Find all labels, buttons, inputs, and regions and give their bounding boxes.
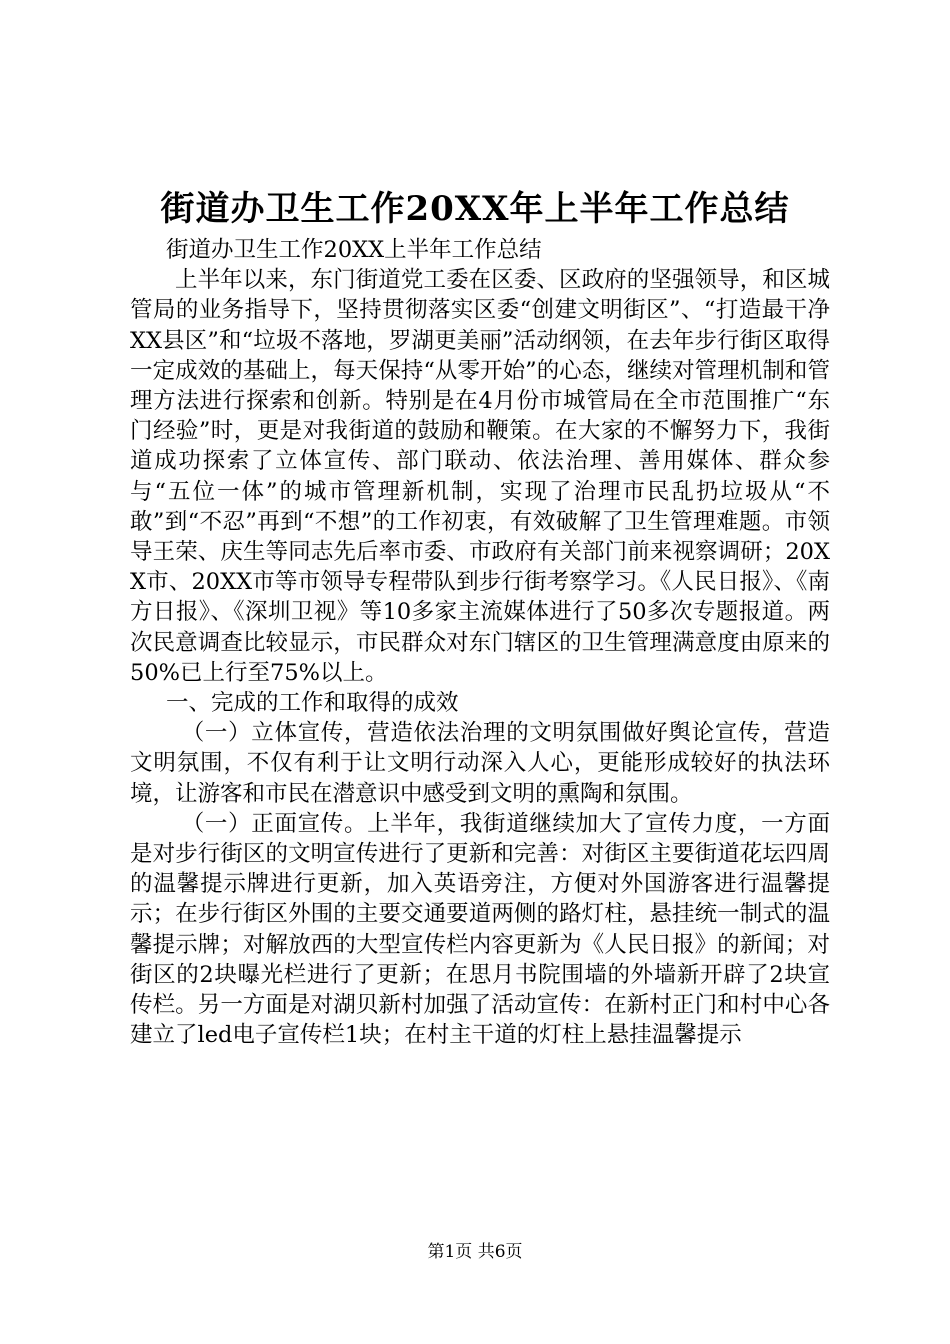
paragraph-intro: 上半年以来，东门街道党工委在区委、区政府的坚强领导，和区城管局的业务指导下，坚持贯彻落实区委“创建文明街区”、“打造最干净XX县区”和“垃圾不落地，罗湖更美丽”活动纲领，在去年步行街区取得一定成效的基础上，每天保持“从零开始”的心态，继续对管理机制和管理方法进行探索和创新。特别是在4月份市城管局在全市范围推广“东门经验”时，更是对我街道的鼓励和鞭策。在大家的不懈努力下，我街道成功探索了立体宣传、部门联动、依法治理、善用媒体、群众参与“五位一体”的城市管理新机制，实现了治理市民乱扔垃圾从“不敢”到“不忍”再到“不想”的工作初衷，有效破解了卫生管理难题。市领导王荣、庆生等同志先后率市委、市政府有关部门前来视察调研；20XX市、20XX市等市领导专程带队到步行街考察学习。《人民日报》、《南方日报》、《深圳卫视》等10多家主流媒体进行了50多次专题报道。两次民意调查比较显示，市民群众对东门辖区的卫生管理满意度由原来的50%已上行至75%以上。	[130, 267, 830, 686]
document-subtitle: 街道办卫生工作20XX上半年工作总结	[166, 237, 542, 263]
document-title: 街道办卫生工作20XX年上半年工作总结	[160, 189, 790, 229]
document-body	[130, 235, 830, 1050]
page-footer: 第1页 共6页	[427, 1242, 523, 1262]
paragraph-item-2: （一）正面宣传。上半年，我街道继续加大了宣传力度，一方面是对步行街区的文明宣传进行了更新和完善：对街区主要街道花坛四周的温馨提示牌进行更新，加入英语旁注，方便对外国游客进行温馨提示；在步行街区外围的主要交通要道两侧的路灯柱，悬挂统一制式的温馨提示牌；对解放西的大型宣传栏内容更新为《人民日报》的新闻；对街区的2块曝光栏进行了更新；在思月书院围墙的外墙新开辟了2块宣传栏。另一方面是对湖贝新村加强了活动宣传：在新村正门和村中心各建立了led电子宣传栏1块；在村主干道的灯柱上悬挂温馨提示	[130, 810, 830, 1049]
section-heading: 一、完成的工作和取得的成效	[166, 690, 459, 717]
paragraph-item-1: （一）立体宣传，营造依法治理的文明氛围做好舆论宣传，营造文明氛围，不仅有利于让文明行动深入人心，更能形成较好的执法环境，让游客和市民在潜意识中感受到文明的熏陶和氛围。	[130, 720, 830, 807]
